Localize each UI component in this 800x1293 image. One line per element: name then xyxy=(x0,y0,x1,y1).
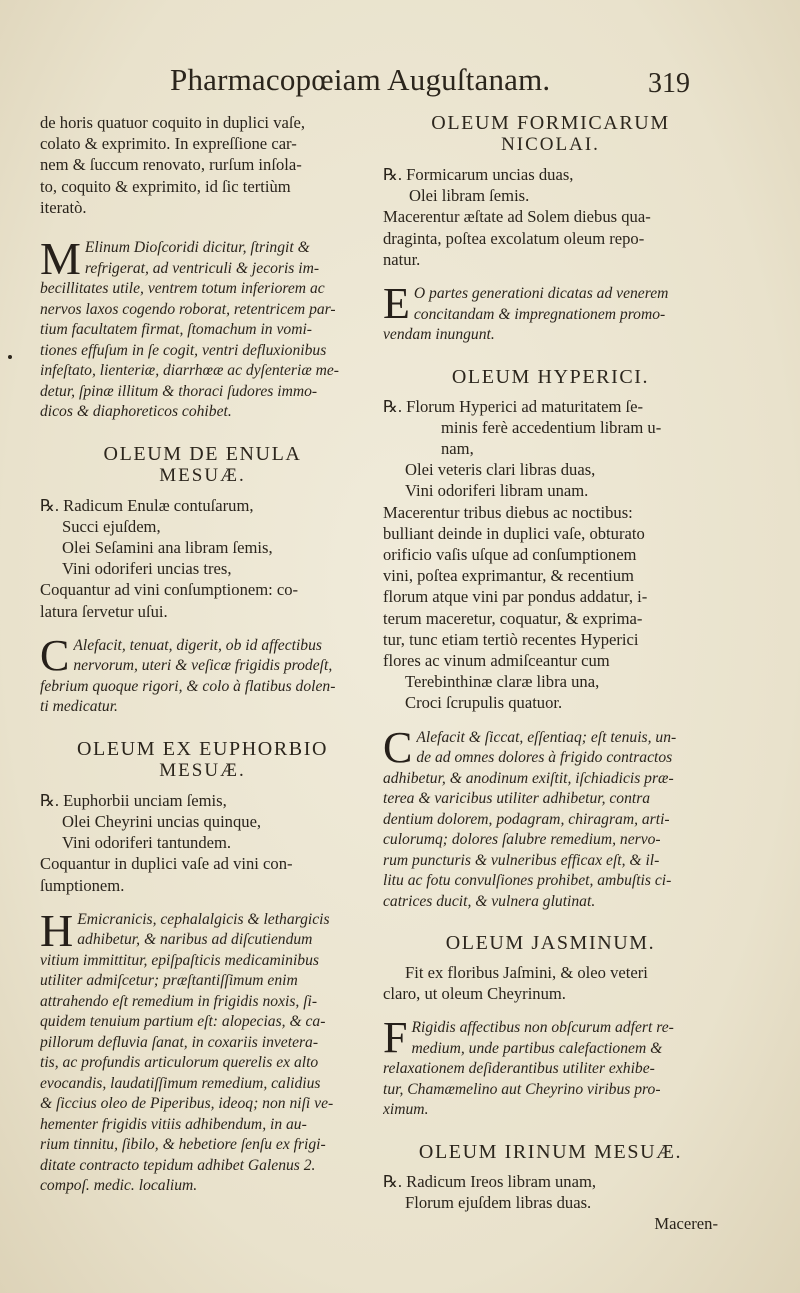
text-line: nervos laxos cogendo roborat, retentricem par- xyxy=(40,300,336,318)
section-euphorbio xyxy=(40,738,365,1197)
recipe-line: vini, poſtea exprimantur, & recentium xyxy=(383,566,634,586)
text-line: Elinum Dioſcoridi dicitur, ſtringit & xyxy=(84,239,310,257)
text-line: utiliter admiſcetur; præſtantiſſimum enim xyxy=(40,972,298,990)
recipe-line: Olei Cheyrini uncias quinque, xyxy=(62,811,262,831)
text-line: ximum. xyxy=(383,1101,429,1119)
running-title: Pharmacopœiam Auguſtanam. xyxy=(170,62,551,97)
recipe-line: orificio vaſis uſque ad conſumptionem xyxy=(383,544,637,564)
recipe-line: Florum ejuſdem libras duas. xyxy=(405,1193,592,1213)
text-line: Rigidis affectibus non obſcurum adfert re- xyxy=(411,1019,674,1037)
text-line: ti medicatur. xyxy=(40,698,118,716)
section-irinum xyxy=(383,1141,718,1235)
text-line: febrium quoque rigori, & colo à flatibus dolen- xyxy=(40,677,336,695)
text-line: adhibetur, & anodinum exiſtit, iſchiadicis præ- xyxy=(383,769,674,787)
text-line: tur, Chamæmelino aut Cheyrino viribus pro- xyxy=(383,1080,661,1098)
text-line: refrigerat, ad ventriculi & jecoris im- xyxy=(84,259,320,277)
drop-cap: F xyxy=(383,1013,408,1063)
text-line: catrices ducit, & vulnera glutinat. xyxy=(383,892,596,910)
ink-speck xyxy=(8,355,12,359)
text-line: O partes generationi dicatas ad venerem xyxy=(413,285,669,303)
recipe-line: ſumptionem. xyxy=(40,875,125,895)
drop-cap: M xyxy=(40,233,81,285)
section-subtitle: MESUÆ. xyxy=(159,759,246,781)
text-line: terea & varicibus utiliter adhibetur, contra xyxy=(383,790,651,808)
recipe-line: Succi ejuſdem, xyxy=(62,516,161,536)
text-line: claro, ut oleum Cheyrinum. xyxy=(383,984,566,1004)
recipe-line: bulliant deinde in duplici vaſe, obturato xyxy=(383,523,645,543)
recipe-line: draginta, poſtea excolatum oleum repo- xyxy=(383,228,645,248)
text-line: vitium immittitur, epiſpaſticis medicaminibus xyxy=(40,951,319,969)
text-line: de ad omnes dolores à frigido contractos xyxy=(416,749,673,767)
recipe-line: terum maceretur, coquatur, & exprima- xyxy=(383,608,643,628)
section-title: OLEUM IRINUM MESUÆ. xyxy=(418,1140,683,1163)
section-title: OLEUM EX EUPHORBIO xyxy=(76,737,329,760)
text-line: Fit ex floribus Jaſmini, & oleo veteri xyxy=(405,963,648,983)
section-formicarum xyxy=(383,112,718,346)
text-line: tis, ac profundis articulorum querelis ex alto xyxy=(40,1054,319,1072)
virtue-paragraph xyxy=(40,630,365,718)
text-line: colato & exprimito. In expreſſione car- xyxy=(40,134,297,154)
recipe-line: nam, xyxy=(441,438,474,458)
recipe-line: minis ferè accedentium libram u- xyxy=(441,417,662,437)
recipe-line: ℞. Formicarum uncias duas, xyxy=(383,165,574,184)
recipe-line: Vini odoriferi uncias tres, xyxy=(62,559,232,579)
text-line: dentium dolorem, podagram, chiragram, arti- xyxy=(383,810,670,828)
right-column xyxy=(383,112,718,1235)
text-line: nervorum, uteri & veſicæ frigidis prodeſt, xyxy=(73,657,333,675)
recipe-line: Olei veteris clari libras duas, xyxy=(405,460,596,480)
left-column xyxy=(40,112,365,1197)
virtue-paragraph xyxy=(383,1013,718,1121)
section-title: OLEUM HYPERICI. xyxy=(451,365,650,388)
melinum-paragraph xyxy=(40,233,365,423)
section-hyperici xyxy=(383,366,718,913)
recipe-line: tur, tunc etiam tertiò recentes Hyperici xyxy=(383,629,639,649)
virtue-paragraph xyxy=(383,279,718,346)
section-title: OLEUM JASMINUM. xyxy=(445,932,656,955)
text-line: vendam inungunt. xyxy=(383,326,495,344)
text-line: ditate contracto tepidum adhibet Galenus 2. xyxy=(40,1156,316,1174)
intro-paragraph xyxy=(40,112,365,218)
text-line: iteratò. xyxy=(40,197,87,217)
recipe-line: natur. xyxy=(383,249,421,269)
section-title: OLEUM DE ENULA xyxy=(103,442,302,465)
text-line: tium facultatem firmat, ſtomachum in vomi- xyxy=(40,321,312,339)
text-line: detur, ſpinæ illitum & thoraci ſudores immo- xyxy=(40,382,318,400)
text-line: nem & ſuccum renovato, rurſum inſola- xyxy=(40,155,302,175)
recipe-line: ℞. Radicum Ireos libram unam, xyxy=(383,1171,597,1191)
section-subtitle: NICOLAI. xyxy=(501,134,600,155)
drop-cap: C xyxy=(383,722,413,772)
recipe-line: Vini odoriferi libram unam. xyxy=(405,481,589,501)
section-enula xyxy=(40,443,365,718)
recipe-line: Vini odoriferi tantundem. xyxy=(62,833,232,853)
recipe-line: Coquantur in duplici vaſe ad vini con- xyxy=(40,854,293,874)
recipe-line: flores ac vinum admiſceantur cum xyxy=(383,650,610,670)
drop-cap: E xyxy=(383,279,410,329)
section-subtitle: MESUÆ. xyxy=(159,464,246,486)
text-line: relaxationem deſiderantibus utiliter exhibe- xyxy=(383,1060,655,1078)
section-title: OLEUM FORMICARUM xyxy=(431,112,670,134)
text-line: dicos & diaphoreticos cohibet. xyxy=(40,403,232,421)
text-line: rum puncturis & vulneribus efficax eſt, & il- xyxy=(383,851,660,869)
recipe-line: ℞. Florum Hyperici ad maturitatem ſe- xyxy=(383,396,644,416)
text-line: Alefacit & ſiccat, eſſentiaq; eſt tenuis, un- xyxy=(416,728,677,746)
virtue-paragraph xyxy=(40,904,365,1197)
recipe-line: Macerentur æſtate ad Solem diebus qua- xyxy=(383,207,651,227)
text-line: quidem tenuium partium eſt: alopecias, & ca- xyxy=(40,1013,326,1031)
drop-cap: C xyxy=(40,630,70,680)
page-number: 319 xyxy=(648,68,690,99)
recipe-line: Olei libram ſemis. xyxy=(409,186,530,206)
text-line: de horis quatuor coquito in duplici vaſe, xyxy=(40,113,305,132)
recipe-line: Coquantur ad vini conſumptionem: co- xyxy=(40,580,299,600)
text-line: Alefacit, tenuat, digerit, ob id affectibus xyxy=(73,636,322,654)
recipe-line: ℞. Radicum Enulæ contuſarum, xyxy=(40,495,254,515)
text-line: infeſtato, lienteriæ, diarrhœæ ac dyſenteriæ me- xyxy=(40,362,339,380)
text-line: concitandam & impregnationem promo- xyxy=(413,305,666,323)
recipe-line: Croci ſcrupulis quatuor. xyxy=(405,693,563,713)
text-line: to, coquito & exprimito, id ſic tertiùm xyxy=(40,176,291,196)
text-line: attrahendo eſt remedium in frigidis noxis, ſi- xyxy=(40,992,318,1010)
text-line: hementer frigidis vitiis adhibendum, in au- xyxy=(40,1115,307,1133)
recipe-line: florum atque vini par pondus addatur, i- xyxy=(383,587,648,607)
virtue-paragraph xyxy=(383,722,718,913)
text-line: rium tinnitu, ſibilo, & hebetiore ſenſu ex frigi- xyxy=(40,1136,326,1154)
recipe-line: Olei Seſamini ana libram ſemis, xyxy=(62,537,273,557)
text-line: tiones effuſum in ſe cogit, ventri defluxionibus xyxy=(40,341,327,359)
text-line: medium, unde partibus calefactionem & xyxy=(411,1039,663,1057)
drop-cap: H xyxy=(40,904,74,956)
recipe-line: ℞. Euphorbii unciam ſemis, xyxy=(40,790,227,810)
catchword: Maceren- xyxy=(654,1214,718,1234)
recipe-line: Macerentur tribus diebus ac noctibus: xyxy=(383,502,633,522)
recipe-line: latura ſervetur uſui. xyxy=(40,601,168,621)
text-line: pillorum defluvia ſanat, in coxariis invetera- xyxy=(40,1033,319,1051)
text-line: Emicranicis, cephalalgicis & lethargicis xyxy=(77,910,330,928)
text-line: & ſiccius oleo de Piperibus, ideoq; non niſi ve- xyxy=(40,1095,334,1113)
section-jasminum xyxy=(383,932,718,1121)
recipe-line: Terebinthinæ claræ libra una, xyxy=(405,672,600,692)
text-line: culorumq; dolores ſalubre remedium, nervo- xyxy=(383,831,661,849)
text-line: compoſ. medic. localium. xyxy=(40,1177,198,1195)
text-line: becillitates utile, ventrem totum inferiorem ac xyxy=(40,280,325,298)
text-line: litu ac fotu convulſiones prohibet, ambuſtis ci- xyxy=(383,872,672,890)
text-line: adhibetur, & naribus ad diſcutiendum xyxy=(77,931,313,949)
text-line: evocandis, laudatiſſimum remedium, calidius xyxy=(40,1074,321,1092)
